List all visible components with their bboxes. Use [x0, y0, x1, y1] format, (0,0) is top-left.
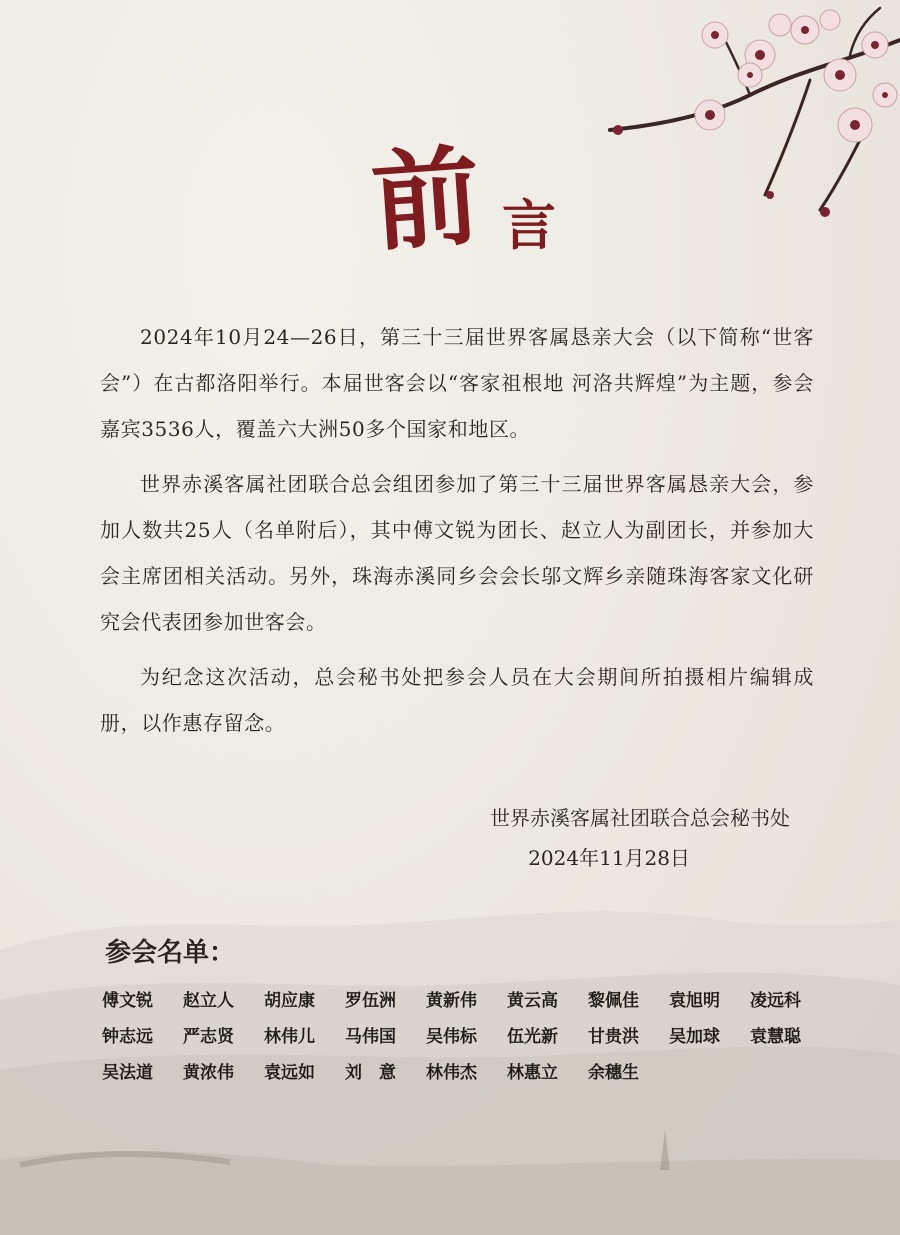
- attendee-name: 黄云高: [507, 991, 558, 1011]
- attendee-list-title: 参会名单：: [105, 938, 236, 968]
- attendee-name: 林伟儿: [264, 1027, 315, 1047]
- attendee-name: 袁远如: [264, 1063, 315, 1083]
- attendee-name: 黄浓伟: [183, 1063, 234, 1083]
- attendee-name: 钟志远: [102, 1027, 153, 1047]
- attendee-name: 吴法道: [102, 1063, 153, 1083]
- attendee-name: 伍光新: [507, 1027, 558, 1047]
- attendee-name: 吴伟标: [426, 1027, 477, 1047]
- paragraph-2: 世界赤溪客属社团联合总会组团参加了第三十三届世界客属恳亲大会，参加人数共25人（名单附后），其中傅文锐为团长、赵立人为副团长，并参加大会主席团相关活动。另外，珠海赤溪同乡会会长邬文辉乡亲随珠海客家文化研究会代表团参加世客会。: [100, 472, 814, 634]
- signature-date: 2024年11月28日: [528, 846, 690, 870]
- attendee-name: 黄新伟: [426, 991, 477, 1011]
- attendee-name: 罗伍洲: [345, 991, 396, 1011]
- preface-title: [367, 133, 592, 270]
- attendee-name: 赵立人: [183, 991, 234, 1011]
- title-character-small: 言: [502, 193, 556, 257]
- paragraph-3: 为纪念这次活动，总会秘书处把参会人员在大会期间所拍摄相片编辑成册，以作惠存留念。: [100, 665, 814, 735]
- attendee-name: 林惠立: [507, 1063, 558, 1083]
- attendee-name: 林伟杰: [426, 1063, 477, 1083]
- signature-block: [100, 798, 790, 878]
- attendee-name: 马伟国: [345, 1027, 396, 1047]
- plum-blossom-branch: [600, 0, 900, 240]
- attendee-name: 余穗生: [588, 1063, 639, 1083]
- attendee-name: 凌远科: [750, 991, 801, 1011]
- title-character-big: 前: [367, 133, 485, 267]
- attendee-names: [102, 986, 862, 1088]
- preface-body: [100, 314, 814, 755]
- attendee-name: 严志贤: [183, 1027, 234, 1047]
- attendee-name: 胡应康: [264, 991, 315, 1011]
- attendee-name: 吴加球: [669, 1027, 720, 1047]
- attendee-name: 黎佩佳: [588, 991, 639, 1011]
- paragraph-1: 2024年10月24—26日，第三十三届世界客属恳亲大会（以下简称“世客会”）在古都洛阳举行。本届世客会以“客家祖根地 河洛共辉煌”为主题，参会嘉宾3536人，覆盖六大洲50多个国家和地区。: [100, 325, 814, 441]
- signature-org: 世界赤溪客属社团联合总会秘书处: [490, 806, 790, 830]
- attendee-name: 甘贵洪: [588, 1027, 639, 1047]
- attendee-name: 袁旭明: [669, 991, 720, 1011]
- attendee-name: 傅文锐: [102, 991, 153, 1011]
- attendee-name: 袁慧聪: [750, 1027, 801, 1047]
- attendee-name: 刘 意: [345, 1063, 396, 1083]
